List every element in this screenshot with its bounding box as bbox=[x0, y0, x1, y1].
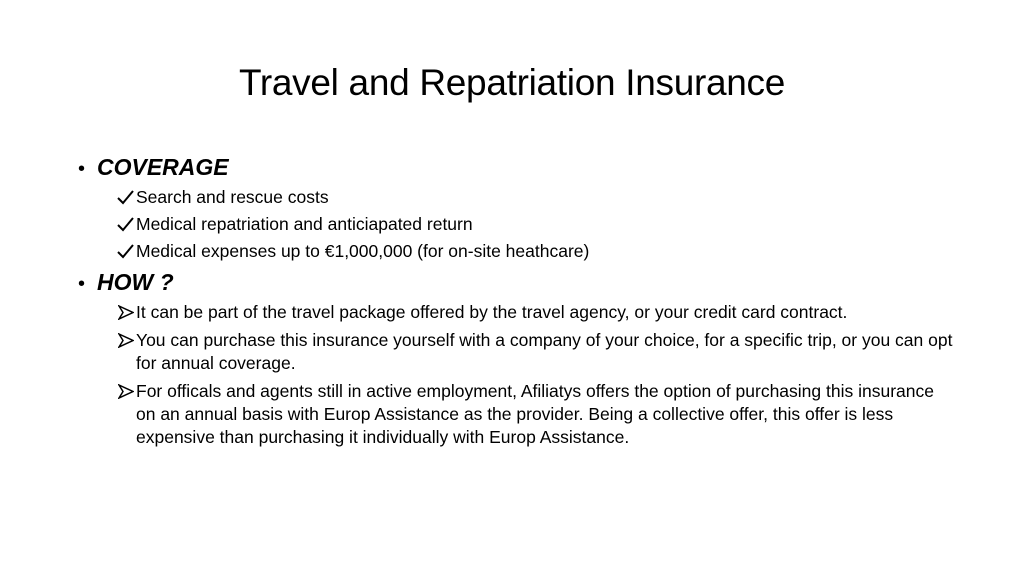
list-item-text: Medical repatriation and anticiapated return bbox=[136, 214, 473, 234]
section-heading bbox=[78, 152, 958, 184]
slide-title: Travel and Repatriation Insurance bbox=[238, 62, 786, 103]
coverage-list bbox=[78, 186, 958, 263]
check-mark-icon bbox=[103, 186, 136, 205]
list-item-text: Search and rescue costs bbox=[136, 187, 329, 207]
bullet-dot-icon: • bbox=[78, 158, 86, 180]
arrow-bullet-icon bbox=[103, 301, 136, 320]
list-item-text: It can be part of the travel package offered by the travel agency, or your credit card contract. bbox=[136, 302, 848, 322]
list-item-text: Medical expenses up to €1,000,000 (for on-site heathcare) bbox=[136, 241, 590, 261]
how-list bbox=[78, 301, 958, 449]
list-item bbox=[103, 213, 958, 236]
list-item bbox=[103, 301, 958, 324]
list-item bbox=[103, 186, 958, 209]
list-item-text: For officals and agents still in active employment, Afiliatys offers the option of purchasing this insurance on an annual basis with Europ Assistance as the provider. Being a collective offer, this offer is less expensive than purchasing it individually with Europ Assistance. bbox=[136, 381, 934, 447]
section-how bbox=[78, 267, 958, 449]
list-item-text: You can purchase this insurance yourself with a company of your choice, for a specific trip, or you can opt for annual coverage. bbox=[136, 330, 953, 373]
section-heading bbox=[78, 267, 958, 299]
section-heading-text: HOW ? bbox=[97, 269, 174, 295]
slide-body bbox=[78, 152, 958, 454]
list-item bbox=[103, 240, 958, 263]
list-item bbox=[103, 380, 958, 449]
section-coverage bbox=[78, 152, 958, 263]
arrow-bullet-icon bbox=[103, 329, 136, 348]
check-mark-icon bbox=[103, 213, 136, 232]
bullet-dot-icon: • bbox=[78, 273, 86, 295]
list-item bbox=[103, 329, 958, 375]
check-mark-icon bbox=[103, 240, 136, 259]
arrow-bullet-icon bbox=[103, 380, 136, 399]
section-heading-text: COVERAGE bbox=[97, 154, 229, 180]
